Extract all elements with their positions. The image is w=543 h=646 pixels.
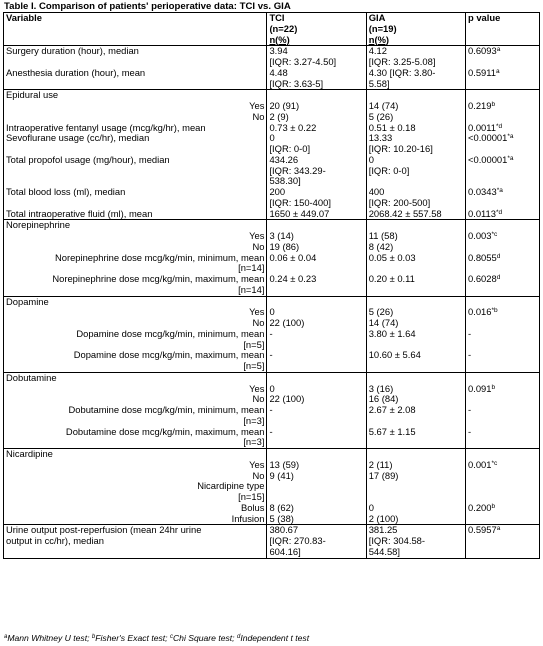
- p-value: 0.0113$^{*d}$: [468, 207, 503, 219]
- p-value: 0.200$^b$: [468, 501, 496, 513]
- p-value: 0.016$^{*b}$: [468, 306, 498, 318]
- row-label: Epidural use: [6, 89, 59, 101]
- p-value: 0.003$^{*c}$: [468, 230, 498, 241]
- p-value: 0.091$^b$: [468, 382, 496, 394]
- p-value: 0.6028$^d$: [468, 273, 501, 284]
- table-footnote: $^a$Mann Whitney U test; $^b$Fisher's Exact test; $^c$Chi Square test; $^d$Independent t test: [4, 633, 310, 643]
- header-gia: GIA: [368, 12, 386, 23]
- row-label: Total intraoperative fluid (ml), mean: [6, 207, 153, 219]
- table-header-row: [4, 13, 540, 46]
- header-tci-n: (n=22): [269, 22, 298, 34]
- p-value: 0.8055$^d$: [468, 251, 501, 263]
- p-value: -: [468, 327, 472, 339]
- table-row: [4, 46, 540, 90]
- p-value: -: [468, 425, 472, 437]
- table-title: Table I. Comparison of patients' perioperative data: TCI vs. GIA: [4, 1, 291, 12]
- table-row: Dobutamine Yes No Dobutamine dose mcg/kg/min, minimum, mean [n=3] Dobutamine dose mcg/kg/min, maximum, mean [n=3] 0 22 (100) - - 3 (16) 16 (84) 2.67 ± 2.08 5.67 ± 1.15 0.091$^b$ - -: [4, 372, 540, 448]
- table-row: Norepinephrine Yes No Norepinephrine dose mcg/kg/min, minimum, mean [n=14] Norepinephrine dose mcg/kg/min, maximum, mean [n=14] 3 (14) 19 (86) 0.06 ± 0.04 0.24 ± 0.23 11 (58) 8 (42) 0.05 ± 0.03 0.20 ± 0.11 0.003$^{*c}$ 0.8055$^d$ 0.6028$^d$: [4, 220, 540, 296]
- cell-value: 4.30 [IQR: 3.80-: [368, 66, 436, 78]
- header-p-value: p value: [468, 12, 501, 23]
- p-value: 0.0343$^{*a}$: [468, 186, 503, 197]
- row-label: Dobutamine: [6, 371, 57, 383]
- row-label: Urine output post-reperfusion (mean 24hr urine: [6, 524, 202, 536]
- header-gia-unit: n(%): [368, 33, 390, 45]
- p-value: $<0.00001^{*a}$: [468, 132, 514, 144]
- p-value: 0.5957$^a$: [468, 524, 501, 536]
- table-row: Urine output post-reperfusion (mean 24hr urine output in cc/hr), median 380.67 [IQR: 270.83- 604.16] 381.25 [IQR: 304.58- 544.58] 0.5957$^a$: [4, 525, 540, 558]
- cell-value: 5.58]: [368, 77, 390, 89]
- table-row: Epidural use Yes No Intraoperative fentanyl usage (mcg/kg/hr), mean Sevoflurane usage (cc/hr), median Total propofol usage (mg/hour), median Total blood loss (ml), median Total intraoperative fluid (ml), mean 20 (91) 2 (9) 0.73 ± 0.22 0 [IQR: 0-0] 434.26 [IQR: 343.29- 538.30] 200 [IQR: 150-400] 1650 ± 449.07 14 (74) 5 (26) 0.51 ± 0.18 13.33 [IQR: 10.20-16] 0 [IQR: 0-0] 400 [IQR: 200-500] 2068.42 ± 557.58 0.219$^b$ $0.0011^{*d}$ $<0.00001^{*a}$ $<0.00001^{*a}$ 0.0343$^{*a}$ 0.0113$^{*d}$: [4, 90, 540, 220]
- row-label: Intraoperative fentanyl usage (mcg/kg/hr), mean: [6, 121, 206, 133]
- row-label: Nicardipine: [6, 448, 53, 459]
- header-gia-n: (n=19): [368, 22, 397, 34]
- cell-value: [IQR: 3.27-4.50]: [269, 56, 337, 67]
- cell-value: 4.48: [269, 66, 288, 78]
- header-tci: TCI: [269, 12, 285, 23]
- cell-value: [IQR: 3.25-5.08]: [368, 56, 436, 67]
- row-label: Surgery duration (hour), median: [6, 45, 139, 57]
- row-label: Dopamine: [6, 295, 49, 307]
- row-label: Sevoflurane usage (cc/hr), median: [6, 132, 150, 144]
- p-value: $<0.00001^{*a}$: [468, 153, 514, 165]
- p-value: 0.001$^{*c}$: [468, 458, 498, 470]
- p-value: 0.6093$^a$: [468, 45, 501, 57]
- cell-value: [IQR: 3.63-5]: [269, 77, 324, 89]
- cell-value: 4.12: [368, 45, 387, 57]
- table-row: Dopamine Yes No Dopamine dose mcg/kg/min, minimum, mean [n=5] Dopamine dose mcg/kg/min, maximum, mean [n=5] 0 22 (100) - - 5 (26) 14 (74) 3.80 ± 1.64 10.60 ± 5.64 0.016$^{*b}$ - -: [4, 296, 540, 372]
- header-variable: Variable: [6, 12, 42, 23]
- p-value: 0.5911$^a$: [468, 66, 500, 78]
- perioperative-table: [3, 12, 540, 559]
- table-row: Nicardipine Yes No Nicardipine type [n=15] Bolus Infusion 13 (59) 9 (41) 8 (62) 5 (38) 2 (11) 17 (89) 0 2 (100) 0.001$^{*c}$ 0.200$^b$: [4, 449, 540, 525]
- row-label: Total propofol usage (mg/hour), median: [6, 153, 170, 165]
- row-label: Total blood loss (ml), median: [6, 186, 126, 197]
- header-tci-unit: n(%): [269, 33, 290, 45]
- row-label: Anesthesia duration (hour), mean: [6, 66, 146, 78]
- p-value: -: [468, 404, 472, 415]
- p-value: 0.0011$^{*d}$: [468, 121, 503, 133]
- cell-value: 3.94: [269, 45, 288, 57]
- p-value: 0.219$^b$: [468, 100, 496, 111]
- row-label: Norepinephrine: [6, 219, 71, 231]
- p-value: -: [468, 349, 472, 361]
